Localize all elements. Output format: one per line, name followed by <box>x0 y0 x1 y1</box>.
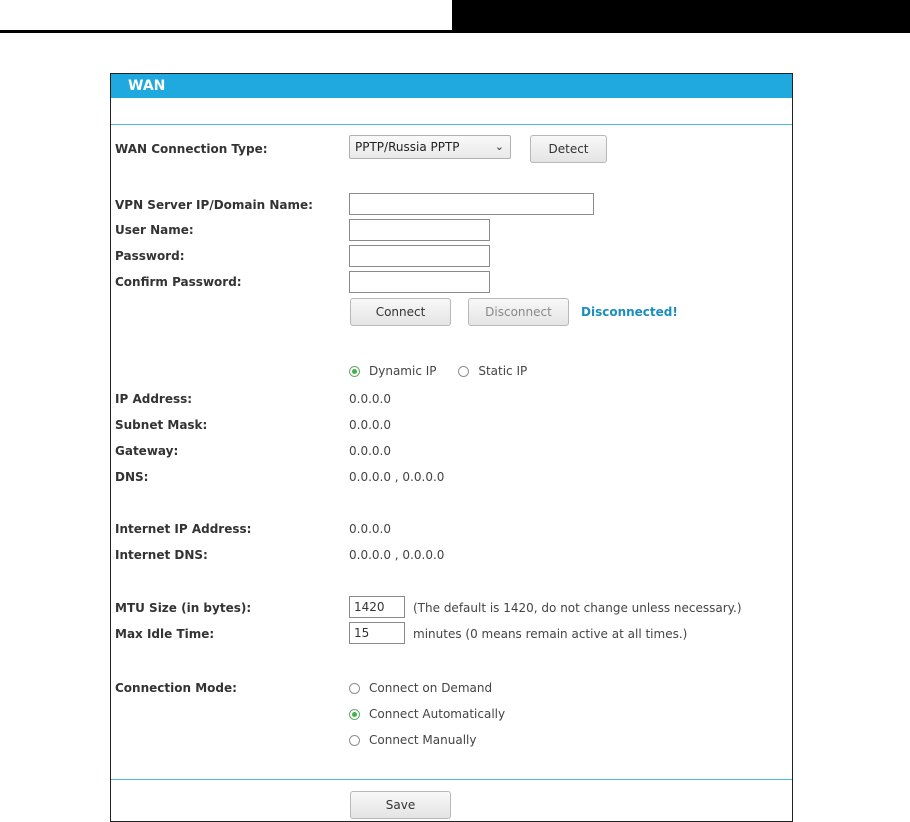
save-button[interactable]: Save <box>350 791 451 819</box>
dynamic-ip-option[interactable] <box>349 364 437 378</box>
static-ip-radio[interactable] <box>458 366 469 377</box>
internet-ip-value: 0.0.0.0 <box>349 522 391 536</box>
top-divider-line <box>0 30 455 33</box>
static-ip-option[interactable] <box>458 364 527 378</box>
confirm-password-label: Confirm Password: <box>115 275 242 289</box>
max-idle-time-hint: minutes (0 means remain active at all times.) <box>413 627 688 641</box>
user-name-label: User Name: <box>115 223 194 237</box>
internet-dns-label: Internet DNS: <box>115 548 208 562</box>
detect-button[interactable]: Detect <box>530 135 607 163</box>
vpn-server-label: VPN Server IP/Domain Name: <box>115 198 313 212</box>
user-name-input[interactable] <box>349 219 490 241</box>
wan-connection-type-select[interactable] <box>349 135 511 159</box>
connect-manually-radio[interactable] <box>349 735 360 746</box>
ip-address-value: 0.0.0.0 <box>349 392 391 406</box>
connect-automatically-option[interactable] <box>349 707 505 721</box>
mtu-size-input[interactable] <box>349 596 405 618</box>
ip-address-label: IP Address: <box>115 392 193 406</box>
top-black-bar <box>452 0 910 33</box>
max-idle-time-input[interactable] <box>349 622 405 644</box>
dns-value: 0.0.0.0 , 0.0.0.0 <box>349 470 445 484</box>
connection-mode-label: Connection Mode: <box>115 681 237 695</box>
password-label: Password: <box>115 249 185 263</box>
max-idle-time-label: Max Idle Time: <box>115 627 215 641</box>
connect-on-demand-label: Connect on Demand <box>369 681 493 695</box>
vpn-server-input[interactable] <box>349 193 594 215</box>
internet-ip-label: Internet IP Address: <box>115 522 252 536</box>
gateway-value: 0.0.0.0 <box>349 444 391 458</box>
connect-automatically-radio[interactable] <box>349 709 360 720</box>
dynamic-ip-radio[interactable] <box>349 366 360 377</box>
gateway-label: Gateway: <box>115 444 179 458</box>
connect-on-demand-option[interactable] <box>349 681 492 695</box>
dns-label: DNS: <box>115 470 149 484</box>
wan-panel <box>110 73 793 822</box>
wan-connection-type-value: PPTP/Russia PPTP <box>355 140 460 154</box>
dynamic-ip-label: Dynamic IP <box>369 364 437 378</box>
disconnect-button[interactable]: Disconnect <box>468 298 569 326</box>
connect-button[interactable]: Connect <box>350 298 451 326</box>
wan-connection-type-label: WAN Connection Type: <box>115 142 268 156</box>
header-divider <box>111 124 792 125</box>
footer-divider <box>111 779 792 780</box>
mtu-size-hint: (The default is 1420, do not change unless necessary.) <box>413 601 742 615</box>
connect-automatically-label: Connect Automatically <box>369 707 506 721</box>
panel-title: WAN <box>111 74 792 98</box>
connect-on-demand-radio[interactable] <box>349 683 360 694</box>
subnet-mask-value: 0.0.0.0 <box>349 418 391 432</box>
internet-dns-value: 0.0.0.0 , 0.0.0.0 <box>349 548 445 562</box>
ip-mode-radio-group <box>349 364 527 378</box>
connection-status: Disconnected! <box>581 305 678 319</box>
confirm-password-input[interactable] <box>349 271 490 293</box>
mtu-size-label: MTU Size (in bytes): <box>115 601 252 615</box>
subnet-mask-label: Subnet Mask: <box>115 418 208 432</box>
connect-manually-label: Connect Manually <box>369 733 477 747</box>
static-ip-label: Static IP <box>478 364 528 378</box>
chevron-down-icon: ⌄ <box>494 140 504 153</box>
password-input[interactable] <box>349 245 490 267</box>
connect-manually-option[interactable] <box>349 733 476 747</box>
